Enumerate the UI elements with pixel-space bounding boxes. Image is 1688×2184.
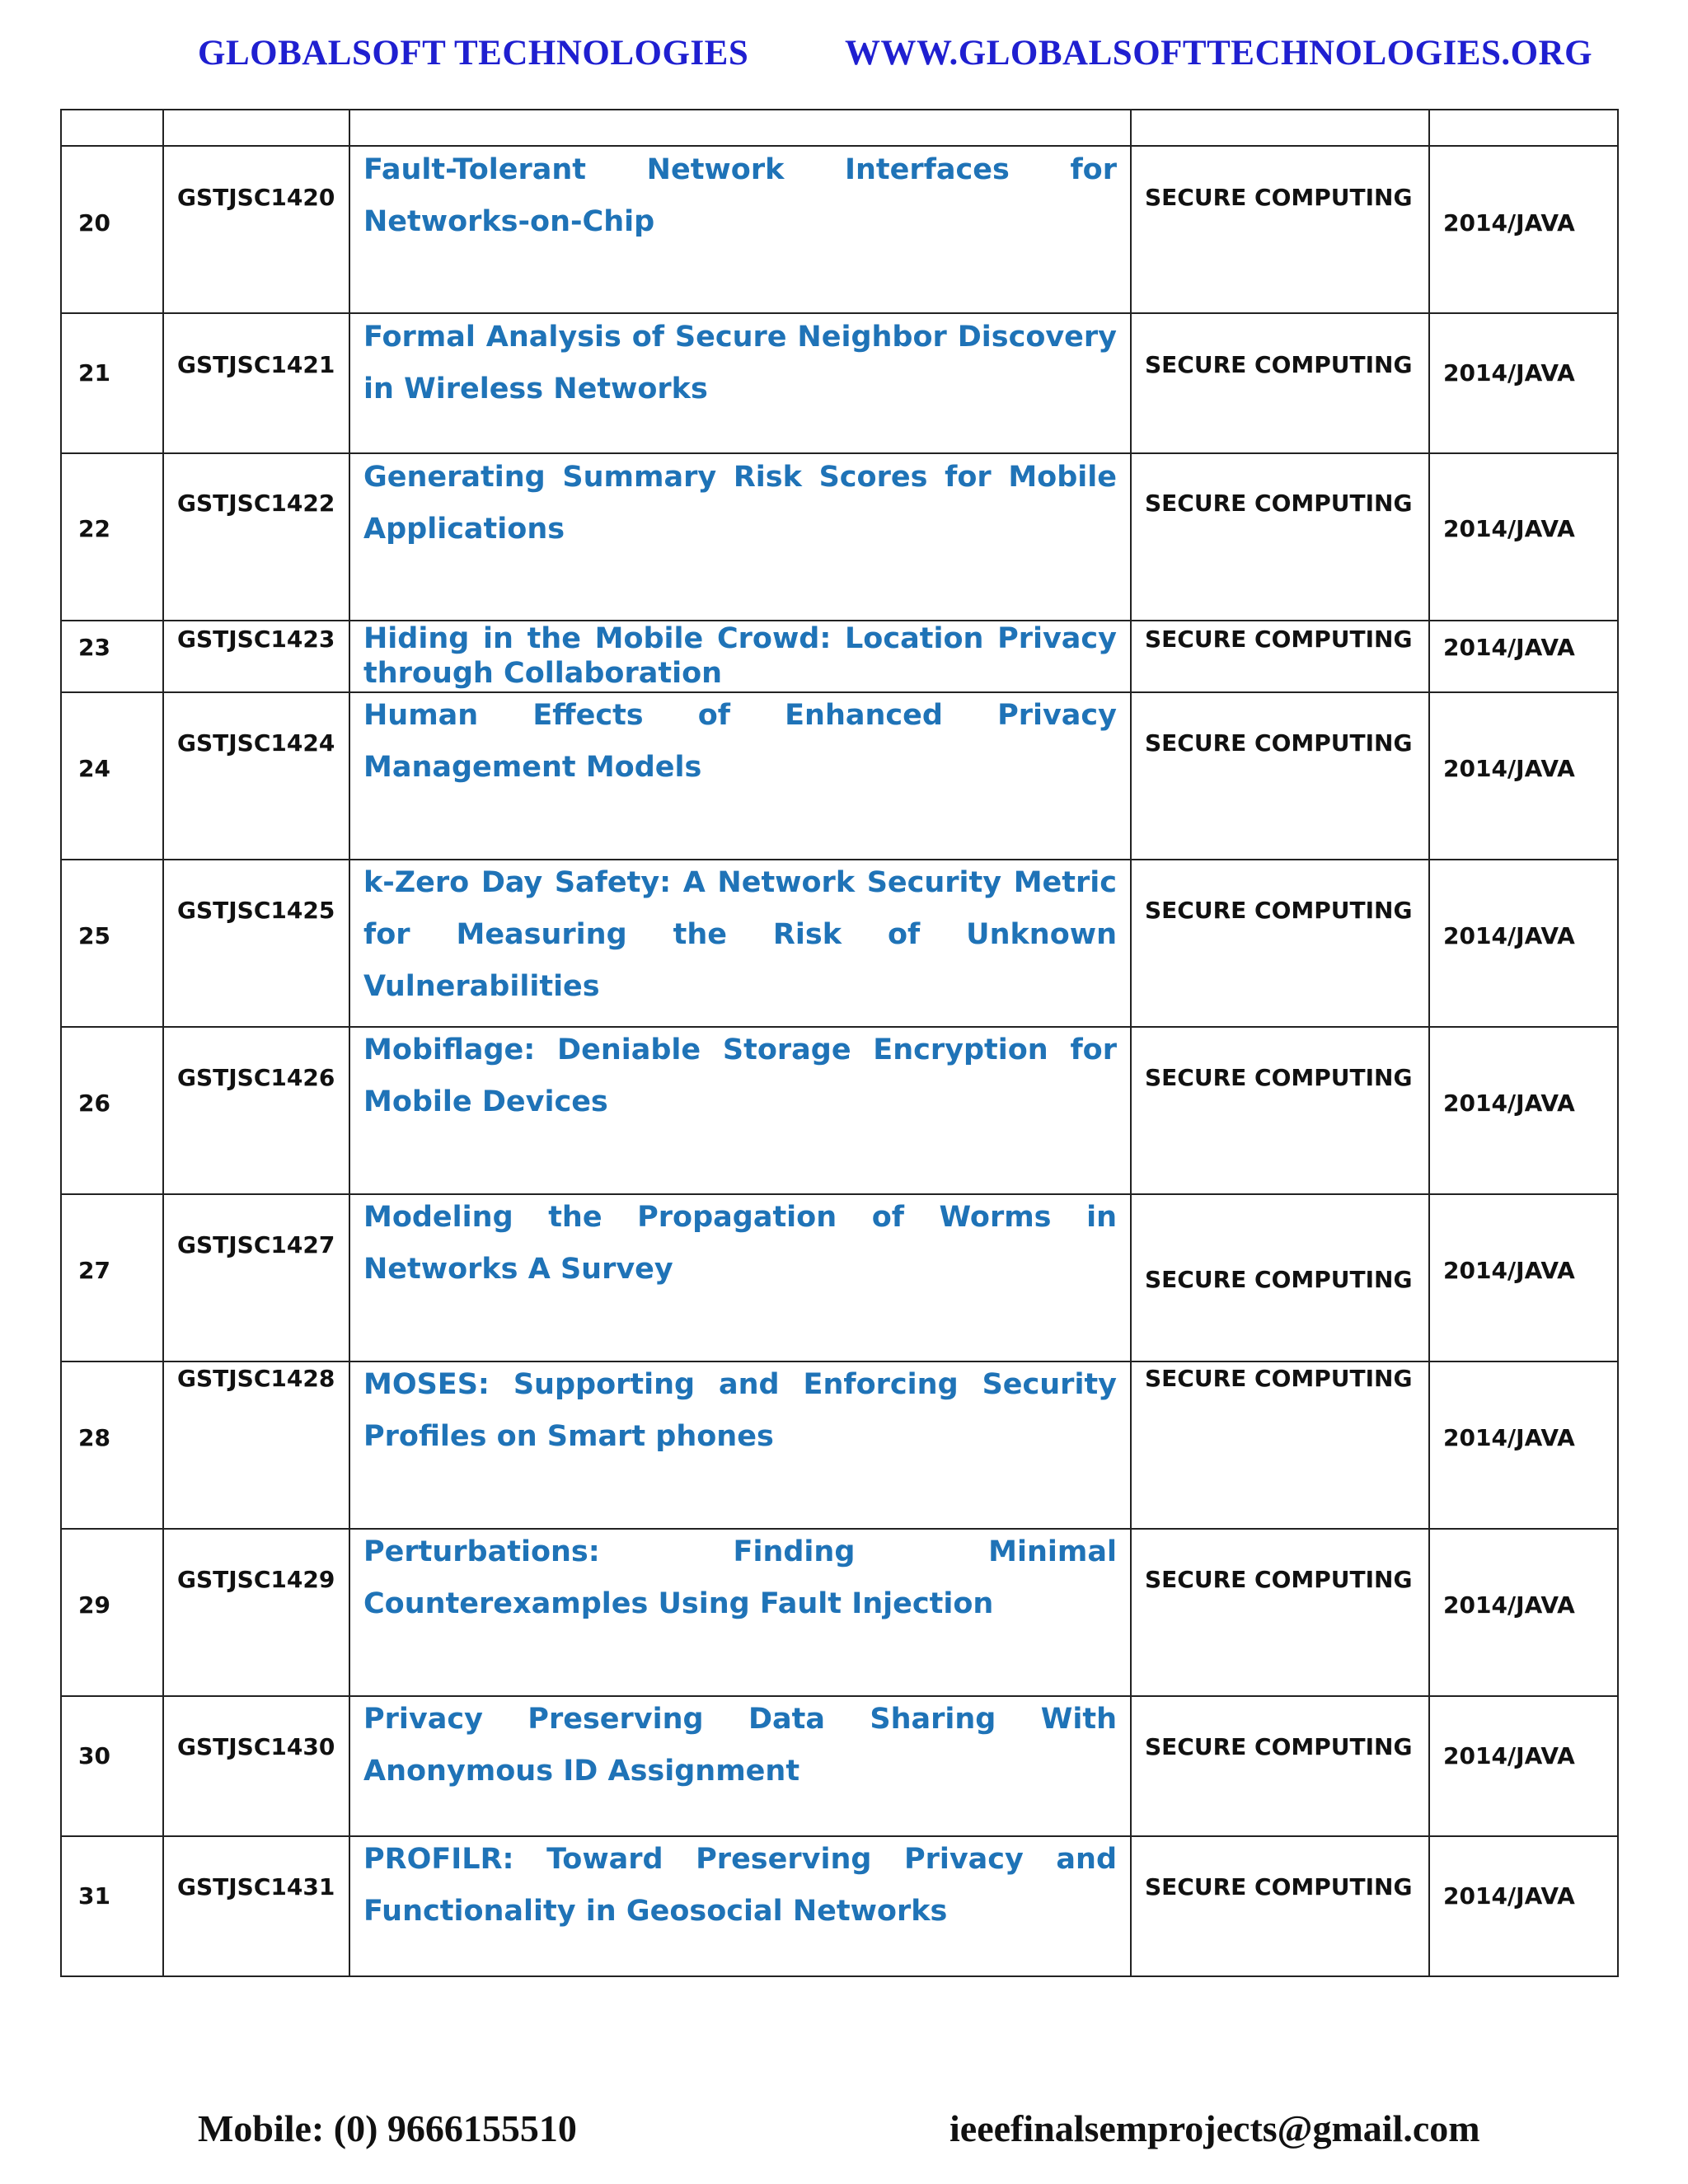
project-title: Hiding in the Mobile Crowd: Location Privacy through Collaboration	[363, 622, 1117, 690]
project-domain: SECURE COMPUTING	[1145, 351, 1413, 378]
project-year: 2014/JAVA	[1443, 1591, 1575, 1619]
mobile-number: Mobile: (0) 9666155510	[198, 2107, 577, 2149]
project-code: GSTJSC1430	[177, 1733, 335, 1760]
table-row	[61, 1194, 1618, 1361]
project-year: 2014/JAVA	[1443, 922, 1575, 949]
table-row	[61, 621, 1618, 692]
table-row	[61, 453, 1618, 621]
project-domain: SECURE COMPUTING	[1145, 729, 1413, 757]
company-name: GLOBALSOFT TECHNOLOGIES	[198, 34, 749, 73]
project-year: 2014/JAVA	[1443, 1742, 1575, 1769]
table-row	[61, 1361, 1618, 1529]
project-code: GSTJSC1423	[177, 626, 335, 653]
project-domain: SECURE COMPUTING	[1145, 897, 1413, 924]
project-year: 2014/JAVA	[1443, 359, 1575, 387]
project-title: Formal Analysis of Secure Neighbor Discovery in Wireless Networks	[363, 321, 1117, 405]
project-code: GSTJSC1431	[177, 1873, 335, 1900]
serial-number: 22	[78, 515, 110, 542]
project-year: 2014/JAVA	[1443, 1257, 1575, 1284]
serial-number: 25	[78, 922, 110, 949]
project-year: 2014/JAVA	[1443, 755, 1575, 782]
table-row	[61, 1027, 1618, 1194]
project-code: GSTJSC1425	[177, 897, 335, 924]
project-code: GSTJSC1429	[177, 1566, 335, 1593]
blank-cell	[349, 110, 1131, 146]
project-year: 2014/JAVA	[1443, 1424, 1575, 1451]
project-domain: SECURE COMPUTING	[1145, 626, 1413, 653]
serial-number: 27	[78, 1257, 110, 1284]
serial-number: 29	[78, 1591, 110, 1619]
table-row-blank	[61, 110, 1618, 146]
page-header	[0, 33, 1688, 82]
serial-number: 23	[78, 634, 110, 661]
project-year: 2014/JAVA	[1443, 209, 1575, 237]
blank-cell	[61, 110, 163, 146]
project-domain: SECURE COMPUTING	[1145, 1266, 1413, 1293]
serial-number: 21	[78, 359, 110, 387]
table-row	[61, 313, 1618, 453]
project-domain: SECURE COMPUTING	[1145, 184, 1413, 211]
project-title: Generating Summary Risk Scores for Mobile Applications	[363, 461, 1117, 546]
project-title: Modeling the Propagation of Worms in Networks A Survey	[363, 1201, 1117, 1286]
blank-cell	[1131, 110, 1429, 146]
project-domain: SECURE COMPUTING	[1145, 1566, 1413, 1593]
project-domain: SECURE COMPUTING	[1145, 490, 1413, 517]
table-row	[61, 860, 1618, 1027]
project-code: GSTJSC1422	[177, 490, 335, 517]
project-domain: SECURE COMPUTING	[1145, 1873, 1413, 1900]
serial-number: 31	[78, 1882, 110, 1910]
table-row	[61, 1836, 1618, 1976]
project-year: 2014/JAVA	[1443, 634, 1575, 661]
project-year: 2014/JAVA	[1443, 1882, 1575, 1910]
project-code: GSTJSC1421	[177, 351, 335, 378]
serial-number: 28	[78, 1424, 110, 1451]
project-year: 2014/JAVA	[1443, 515, 1575, 542]
project-code: GSTJSC1427	[177, 1231, 335, 1258]
project-title: Human Effects of Enhanced Privacy Management Models	[363, 699, 1117, 784]
project-domain: SECURE COMPUTING	[1145, 1733, 1413, 1760]
serial-number: 20	[78, 209, 110, 237]
project-domain: SECURE COMPUTING	[1145, 1064, 1413, 1091]
project-year: 2014/JAVA	[1443, 1090, 1575, 1117]
projects-table	[60, 109, 1619, 1977]
contact-email[interactable]: ieeefinalsemprojects@gmail.com	[950, 2107, 1480, 2149]
project-title: Privacy Preserving Data Sharing With Anonymous ID Assignment	[363, 1703, 1117, 1788]
project-code: GSTJSC1424	[177, 729, 335, 757]
project-title: k-Zero Day Safety: A Network Security Metric for Measuring the Risk of Unknown Vulnerabilities	[363, 866, 1117, 1003]
project-code: GSTJSC1420	[177, 184, 335, 211]
project-title: Mobiflage: Deniable Storage Encryption for Mobile Devices	[363, 1033, 1117, 1118]
table-row	[61, 692, 1618, 860]
table-row	[61, 1529, 1618, 1696]
project-domain: SECURE COMPUTING	[1145, 1365, 1413, 1392]
project-title: Fault-Tolerant Network Interfaces for Networks-on-Chip	[363, 153, 1117, 238]
website-url: WWW.GLOBALSOFTTECHNOLOGIES.ORG	[845, 34, 1593, 73]
table-row	[61, 146, 1618, 313]
serial-number: 26	[78, 1090, 110, 1117]
project-code: GSTJSC1426	[177, 1064, 335, 1091]
serial-number: 30	[78, 1742, 110, 1769]
table-row	[61, 1696, 1618, 1836]
serial-number: 24	[78, 755, 110, 782]
project-code: GSTJSC1428	[177, 1365, 335, 1392]
blank-cell	[1429, 110, 1618, 146]
blank-cell	[163, 110, 349, 146]
project-title: MOSES: Supporting and Enforcing Security Profiles on Smart phones	[363, 1368, 1117, 1453]
project-title: PROFILR: Toward Preserving Privacy and Functionality in Geosocial Networks	[363, 1843, 1117, 1928]
project-title: Perturbations: Finding Minimal Counterexamples Using Fault Injection	[363, 1535, 1117, 1620]
